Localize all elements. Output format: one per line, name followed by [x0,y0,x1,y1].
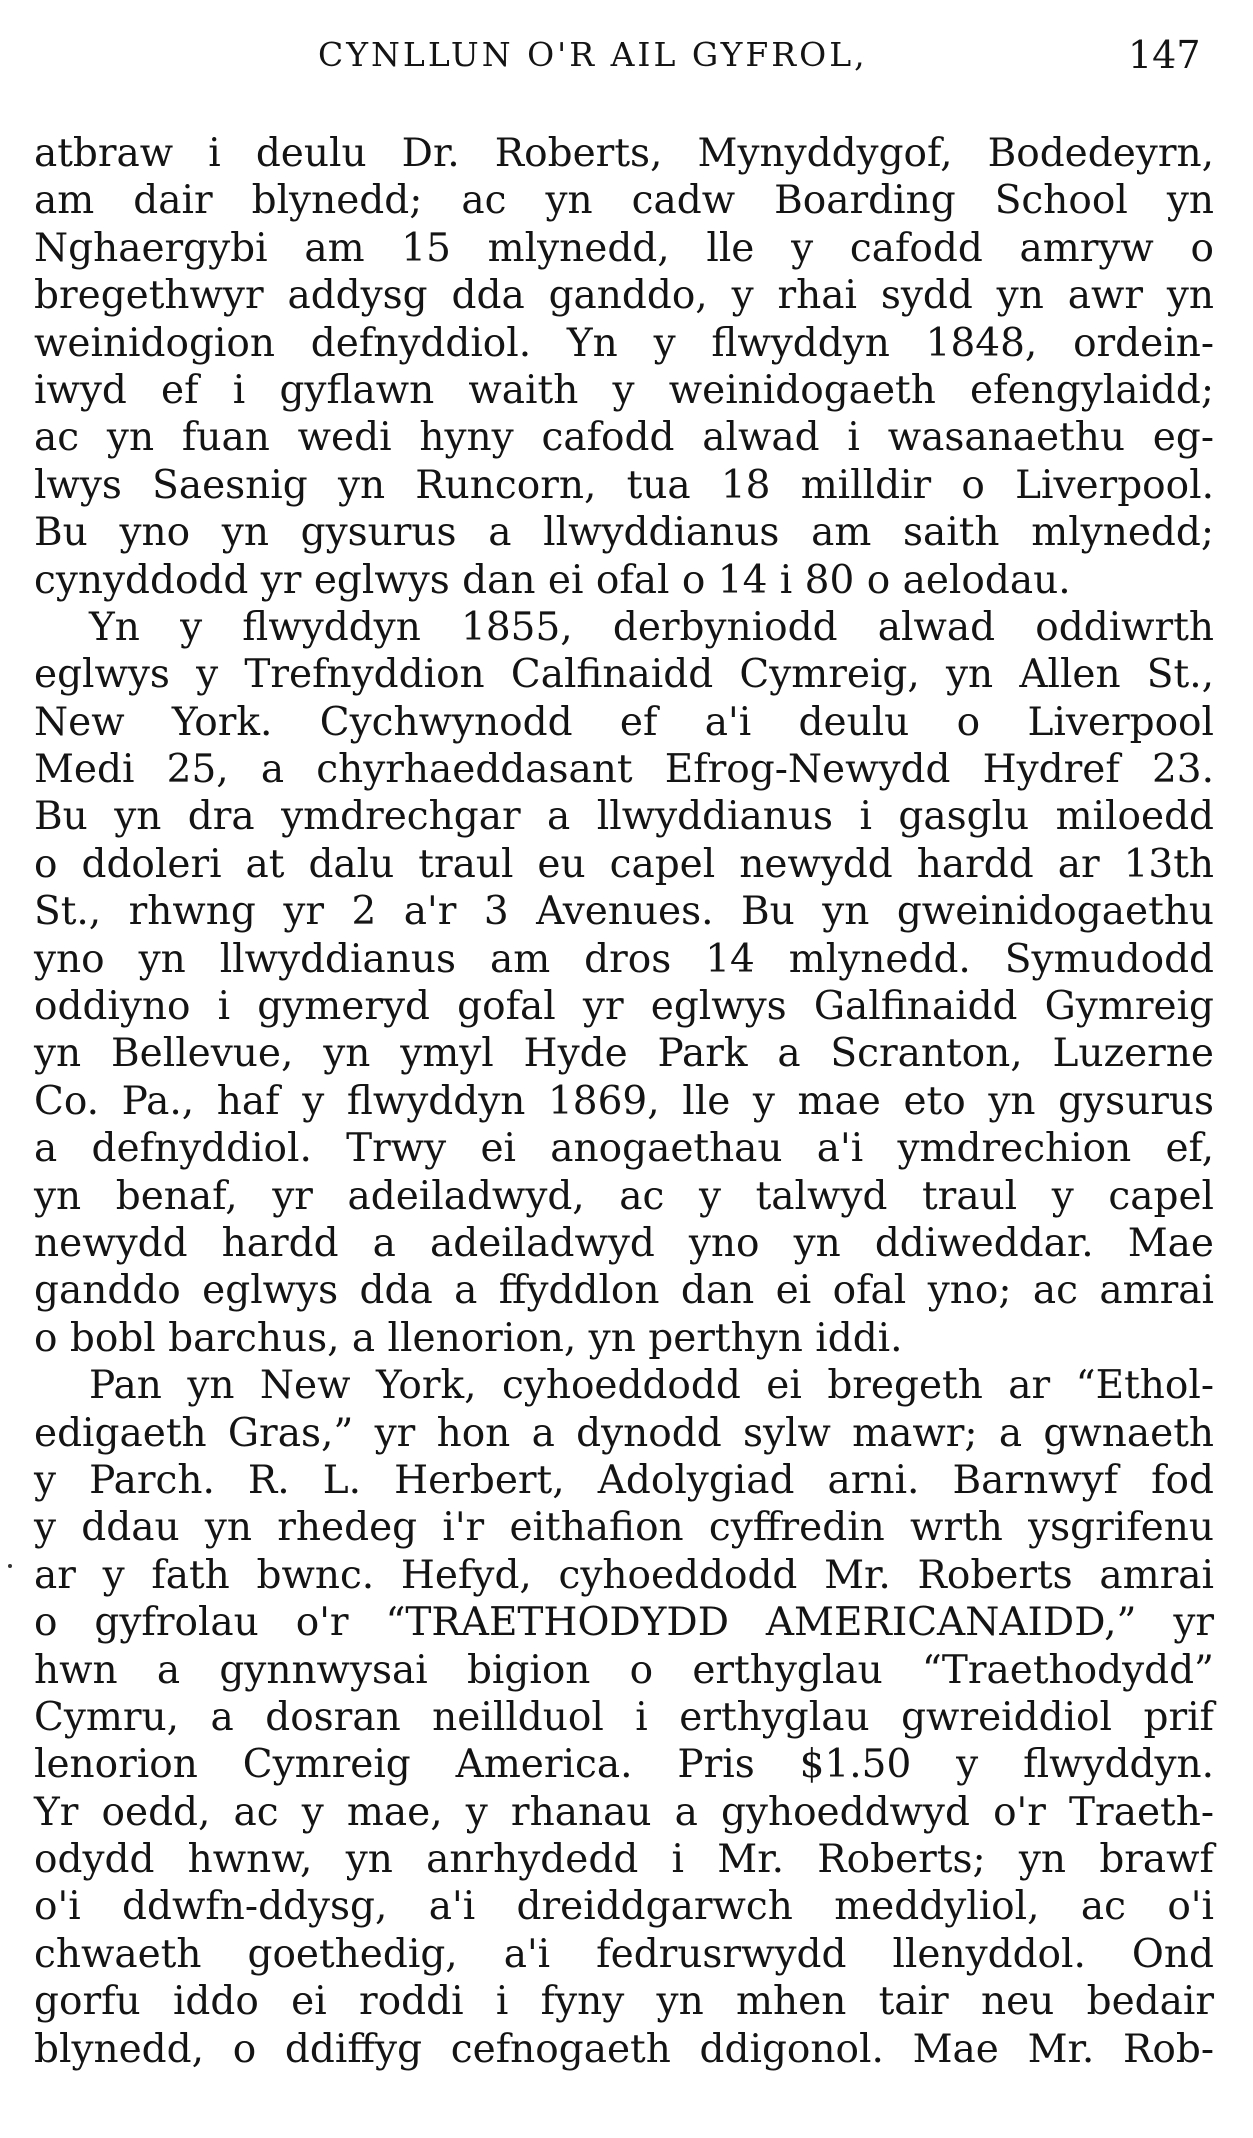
text-line: yno yn llwyddianus am dros 14 mlynedd. Symudodd [34,936,1214,982]
text-line: o ddoleri at dalu traul eu capel newydd hardd ar 13th [34,841,1214,887]
text-line: y ddau yn rhedeg i'r eithafion cyffredin wrth ysgrifenu [34,1505,1214,1551]
text-line: yn Bellevue, yn ymyl Hyde Park a Scranton, Luzerne [34,1031,1214,1077]
text-line: a defnyddiol. Trwy ei anogaethau a'i ymdrechion ef, [34,1126,1214,1172]
text-line: y Parch. R. L. Herbert, Adolygiad arni. Barnwyf fod [34,1457,1214,1503]
text-line: New York. Cychwynodd ef a'i deulu o Liverpool [34,699,1214,745]
text-line: St., rhwng yr 2 a'r 3 Avenues. Bu yn gweinidogaethu [34,889,1214,935]
text-line: blynedd, o ddiffyg cefnogaeth ddigonol. Mae Mr. Rob- [34,2026,1214,2072]
text-line: ganddo eglwys dda a ffyddlon dan ei ofal yno; ac amrai [34,1268,1214,1314]
text-line: yn benaf, yr adeiladwyd, ac y talwyd traul y capel [34,1173,1214,1219]
text-line: chwaeth goethedig, a'i fedrusrwydd llenyddol. Ond [34,1931,1214,1977]
page-number: 147 [1128,33,1201,77]
text-line: edigaeth Gras,” yr hon a dynodd sylw mawr; a gwnaeth [34,1410,1214,1456]
text-line: ac yn fuan wedi hyny cafodd alwad i wasanaethu eg- [34,415,1214,461]
text-line: atbraw i deulu Dr. Roberts, Mynyddygof, Bodedeyrn, [34,131,1214,176]
text-line: cynyddodd yr eglwys dan ei ofal o 14 i 80 o aelodau. [34,557,1071,603]
running-head-title: CYNLLUN O'R AIL GYFROL, [318,35,868,74]
body-text [34,130,1214,2073]
running-head [0,30,1253,80]
text-line: Co. Pa., haf y flwyddyn 1869, lle y mae eto yn gysurus [34,1078,1214,1124]
text-line: am dair blynedd; ac yn cadw Boarding School yn [34,178,1214,224]
text-line: Cymru, a dosran neillduol i erthyglau gwreiddiol prif [34,1694,1214,1740]
text-line: odydd hwnw, yn anrhydedd i Mr. Roberts; yn brawf [34,1837,1214,1883]
text-line: Medi 25, a chyrhaeddasant Efrog-Newydd Hydref 23. [34,747,1214,793]
text-line: Yr oedd, ac y mae, y rhanau a gyhoeddwyd o'r Traeth- [34,1789,1214,1835]
text-line: oddiyno i gymeryd gofal yr eglwys Galfinaidd Gymreig [34,984,1214,1030]
text-line: ar y fath bwnc. Hefyd, cyhoeddodd Mr. Roberts amrai [34,1552,1214,1598]
text-line: Bu yn dra ymdrechgar a llwyddianus i gasglu miloedd [34,794,1214,840]
text-line: o gyfrolau o'r “TRAETHODYDD AMERICANAIDD,” yr [34,1600,1214,1646]
margin-speck [8,1564,12,1568]
paragraph-start-line: Yn y flwyddyn 1855, derbyniodd alwad oddiwrth [89,604,1214,650]
paragraph-start-line: Pan yn New York, cyhoeddodd ei bregeth ar “Ethol- [89,1363,1214,1409]
text-line: eglwys y Trefnyddion Calfinaidd Cymreig, yn Allen St., [34,652,1214,698]
text-line: gorfu iddo ei roddi i fyny yn mhen tair neu bedair [34,1979,1214,2025]
text-line: hwn a gynnwysai bigion o erthyglau “Traethodydd” [34,1647,1214,1693]
text-line: bregethwyr addysg dda ganddo, y rhai sydd yn awr yn [34,273,1214,319]
text-line: o bobl barchus, a llenorion, yn perthyn iddi. [34,1315,903,1361]
text-line: iwyd ef i gyflawn waith y weinidogaeth efengylaidd; [34,367,1214,413]
text-line: lenorion Cymreig America. Pris $1.50 y flwyddyn. [34,1742,1214,1788]
text-line: Nghaergybi am 15 mlynedd, lle y cafodd amryw o [34,225,1214,271]
text-line: Bu yno yn gysurus a llwyddianus am saith mlynedd; [34,510,1214,556]
text-line: newydd hardd a adeiladwyd yno yn ddiweddar. Mae [34,1220,1214,1266]
text-line: o'i ddwfn-ddysg, a'i dreiddgarwch meddyliol, ac o'i [34,1884,1214,1930]
text-line: lwys Saesnig yn Runcorn, tua 18 milldir o Liverpool. [34,462,1214,508]
text-line: weinidogion defnyddiol. Yn y flwyddyn 1848, ordein- [34,320,1214,366]
